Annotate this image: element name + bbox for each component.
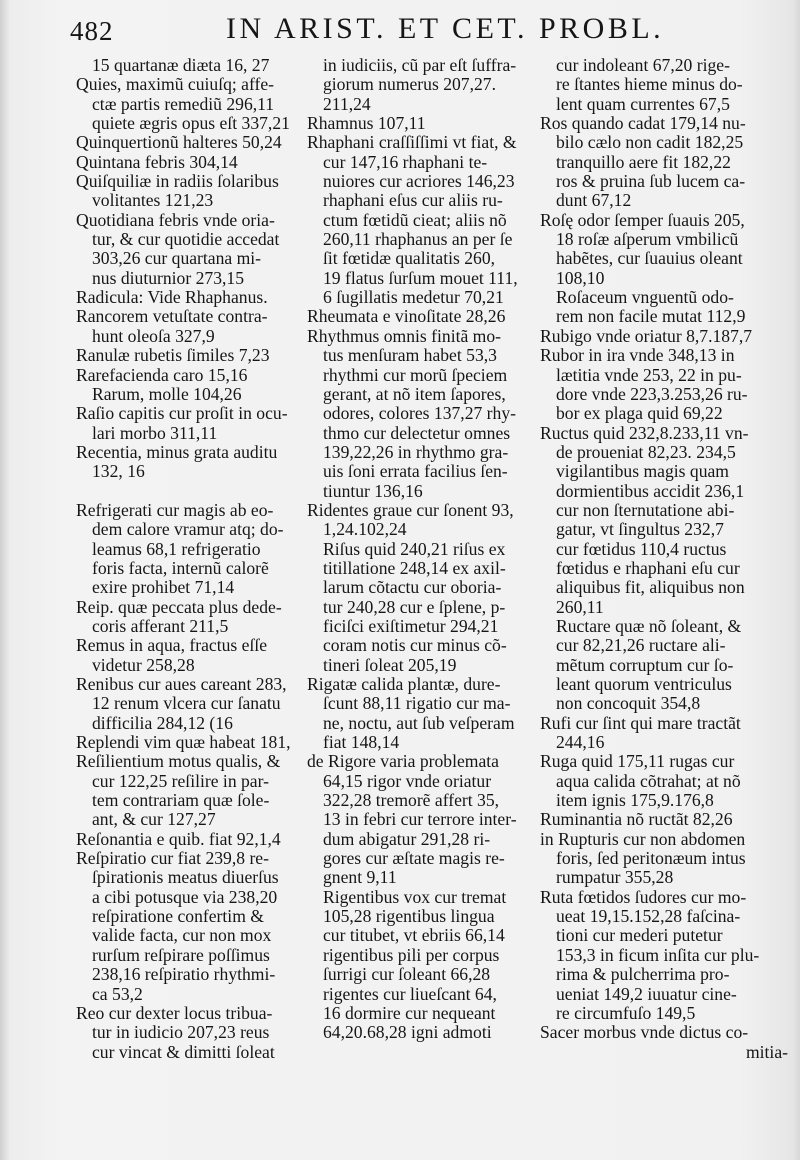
index-line: ueniat 149,2 iuuatur cine- (556, 983, 737, 1004)
index-line: cur non ſternutatione abi- (556, 499, 735, 520)
index-line: 322,28 tremorẽ affert 35, (323, 790, 500, 811)
index-line: thmo cur delectetur omnes (323, 422, 511, 443)
index-line: larum cõtactu cur oboria- (323, 577, 502, 598)
index-line: reſpiratione confertim & (92, 906, 264, 927)
index-line: Riſus quid 240,21 riſus ex (323, 538, 506, 559)
index-line: uis ſoni errata facilius ſen- (323, 461, 508, 482)
index-line: vigilantibus magis quam (556, 461, 729, 482)
index-line: Rarefacienda caro 15,16 (76, 364, 248, 385)
index-line: Refrigerati cur magis ab eo- (76, 499, 274, 520)
index-line: Rigentibus vox cur tremat (323, 886, 507, 907)
index-line: Ruta fœtidos ſudores cur mo- (540, 886, 747, 907)
index-line: tem contrariam quæ ſole- (92, 790, 270, 811)
index-line: Reo cur dexter locus tribua- (76, 1002, 273, 1023)
index-line: Raſio capitis cur proſit in ocu- (76, 403, 288, 424)
index-line: 108,10 (556, 267, 605, 288)
index-column-1 (76, 56, 294, 1062)
index-line: Reip. quæ peccata plus dede- (76, 596, 282, 617)
index-line: re ſtantes hieme minus do- (556, 74, 743, 95)
index-line: Rufi cur ſint qui mare tractãt (540, 712, 741, 733)
index-line: in iudiciis, cũ par eſt ſuffra- (323, 55, 517, 75)
index-line: 105,28 rigentibus lingua (323, 906, 495, 927)
index-line: titillatione 248,14 ex axil- (323, 557, 506, 578)
index-line: gerant, at nõ item ſapores, (323, 383, 506, 404)
index-line: ctum fœtidũ cieat; aliis nõ (323, 209, 507, 230)
index-line: tur 240,28 cur e ſplene, p- (323, 596, 506, 617)
index-line: coram notis cur minus cõ- (323, 635, 507, 656)
index-line: Rubor in ira vnde 348,13 in (540, 345, 735, 366)
index-line: 260,11 (556, 596, 604, 617)
index-line: gnent 9,11 (323, 867, 397, 888)
index-line: in Rupturis cur non abdomen (540, 828, 746, 849)
index-line: nus diuturnior 273,15 (92, 267, 244, 288)
index-line: ant, & cur 127,27 (92, 809, 216, 830)
index-line: 12 renum vlcera cur ſanatu (92, 693, 281, 714)
index-line: rurſum reſpirare poſſimus (92, 944, 270, 965)
index-line: Rhythmus omnis finitã mo- (307, 325, 502, 346)
index-line: non concoquit 354,8 (556, 693, 701, 714)
index-line: ſpirationis meatus diuerſus (92, 867, 279, 888)
index-line (76, 482, 294, 501)
index-line: 18 roſæ aſperum vmbilicũ (556, 229, 739, 250)
index-line: rigentes cur liueſcant 64, (323, 983, 497, 1004)
index-line: Ridentes graue cur ſonent 93, (307, 499, 514, 520)
index-line: hunt oleoſa 327,9 (92, 325, 215, 346)
index-line: mitia- (745, 1041, 788, 1062)
index-line: ne, noctu, aut ſub veſperam (323, 712, 515, 733)
index-line: ros & pruina ſub lucem ca- (556, 171, 746, 192)
page-header (62, 12, 760, 52)
index-line: cur 147,16 rhaphani te- (323, 151, 488, 172)
index-line: 238,16 reſpiratio rhythmi- (92, 964, 276, 985)
index-line: tineri ſoleat 205,19 (323, 654, 457, 675)
index-line: 13 in febri cur terrore inter- (323, 809, 517, 830)
index-line: Ruminantia nõ ructãt 82,26 (540, 809, 733, 830)
index-line: volitantes 121,23 (92, 190, 214, 211)
index-line: nuiores cur acriores 146,23 (323, 171, 515, 192)
index-line: gatur, vt ſingultus 232,7 (556, 519, 724, 540)
index-line: lari morbo 311,11 (92, 422, 218, 443)
index-line: exire prohibet 71,14 (92, 577, 235, 598)
index-line: 153,3 in ficum inſita cur plu- (556, 944, 760, 965)
index-line: item ignis 175,9.176,8 (556, 790, 714, 811)
index-line: dum abigatur 291,28 ri- (323, 828, 491, 849)
index-line: Rubigo vnde oriatur 8,7.187,7 (540, 325, 753, 346)
index-line: Rhaphani craſſiſſimi vt fiat, & (307, 132, 517, 153)
index-line: Replendi vim quæ habeat 181, (76, 732, 291, 753)
index-line: rima & pulcherrima pro- (556, 964, 730, 985)
index-line: 260,11 rhaphanus an per ſe (323, 229, 513, 250)
index-line: Quiſquiliæ in radiis ſolaribus (76, 171, 279, 192)
index-line: ctæ partis remediũ 296,11 (92, 93, 275, 114)
index-line: Ruga quid 175,11 rugas cur (540, 751, 735, 772)
index-line: ſurrigi cur ſoleant 66,28 (323, 964, 491, 985)
index-line: leamus 68,1 refrigeratio (92, 538, 261, 559)
index-line: cur titubet, vt ebriis 66,14 (323, 925, 505, 946)
index-line: 6 ſugillatis medetur 70,21 (323, 287, 504, 308)
index-line: Ructare quæ nõ ſoleant, & (556, 615, 742, 636)
index-line: Sacer morbus vnde dictus co- (540, 1022, 749, 1043)
index-line: Radicula: Vide Rhaphanus. (76, 287, 268, 308)
index-line: Rhamnus 107,11 (307, 113, 426, 134)
index-column-3 (540, 56, 788, 1062)
index-line: Quintana febris 304,14 (76, 151, 238, 172)
index-line: foris, ſed peritonæum intus (556, 848, 746, 869)
index-line: videtur 258,28 (92, 654, 195, 675)
index-line: valide facta, cur non mox (92, 925, 272, 946)
index-line: dormientibus accidit 236,1 (556, 480, 745, 501)
index-line: Reſilientium motus qualis, & (76, 751, 281, 772)
index-line: Reſonantia e quib. fiat 92,1,4 (76, 828, 281, 849)
index-line: ueat 19,15.152,28 faſcina- (556, 906, 741, 927)
index-line: Quinquertionũ halteres 50,24 (76, 132, 282, 153)
index-line: coris afferant 211,5 (92, 615, 229, 636)
index-line: Reſpiratio cur fiat 239,8 re- (76, 848, 269, 869)
index-line: 211,24 (323, 93, 371, 114)
index-line: Ros quando cadat 179,14 nu- (540, 113, 746, 134)
index-line: rumpatur 355,28 (556, 867, 674, 888)
index-line: ca 53,2 (92, 983, 143, 1004)
page-number: 482 (70, 16, 114, 46)
index-line: cur indoleant 67,20 rige- (556, 55, 730, 75)
index-line: mẽtum corruptum cur ſo- (556, 654, 734, 675)
index-line: rigentibus pili per corpus (323, 944, 500, 965)
index-line: Remus in aqua, fractus eſſe (76, 635, 268, 656)
index-line: cur 122,25 reſilire in par- (92, 770, 269, 791)
index-line: cur vincat & dimitti ſoleat (92, 1041, 275, 1062)
index-line: 1,24.102,24 (323, 519, 407, 540)
index-line: tranquillo aere fit 182,22 (556, 151, 731, 172)
index-line: 244,16 (556, 732, 605, 753)
index-line: rhythmi cur morũ ſpeciem (323, 364, 508, 385)
index-line: Ructus quid 232,8.233,11 vn- (540, 422, 749, 443)
index-line: habẽtes, cur ſuauius oleant (556, 248, 743, 269)
index-line: Rheumata e vinoſitate 28,26 (307, 306, 506, 327)
index-line: 15 quartanæ diæta 16, 27 (92, 55, 270, 75)
index-line: 19 flatus ſurſum mouet 111, (323, 267, 518, 288)
index-line: 132, 16 (92, 461, 145, 482)
index-line: ſcunt 88,11 rigatio cur ma- (323, 693, 511, 714)
index-line: dore vnde 223,3.253,26 ru- (556, 383, 748, 404)
index-line: fœtidus e rhaphani eſu cur (556, 557, 740, 578)
index-line: gores cur æſtate magis re- (323, 848, 505, 869)
index-line: Rigatæ calida plantæ, dure- (307, 674, 501, 694)
index-line: cur 82,21,26 ructare ali- (556, 635, 726, 656)
index-line: foris facta, internũ calorẽ (92, 557, 269, 578)
index-column-2 (307, 56, 527, 1043)
index-line: Roſaceum vnguentũ odo- (556, 287, 734, 308)
index-line: bor ex plaga quid 69,22 (556, 403, 723, 424)
index-line: 303,26 cur quartana mi- (92, 248, 262, 269)
index-line: Recentia, minus grata auditu (76, 441, 278, 462)
index-line: bilo cælo non cadit 182,25 (556, 132, 744, 153)
index-line: tur, & cur quotidie accedat (92, 229, 280, 250)
index-line: re circumfuſo 149,5 (556, 1002, 696, 1023)
index-line: tioni cur mederi putetur (556, 925, 723, 946)
index-line: Rarum, molle 104,26 (92, 383, 242, 404)
index-line: Rancorem vetuſtate contra- (76, 306, 268, 327)
index-line: tur in iudicio 207,23 reus (92, 1022, 270, 1043)
index-line: Quotidiana febris vnde oria- (76, 209, 275, 230)
running-title: IN ARIST. ET CET. PROBL. (226, 12, 665, 45)
index-line: de proueniat 82,23. 234,5 (556, 441, 736, 462)
index-line: 16 dormire cur nequeant (323, 1002, 496, 1023)
index-line: 64,20.68,28 igni admoti (323, 1022, 492, 1043)
index-line: de Rigore varia problemata (307, 751, 499, 772)
index-line: tus menſuram habet 53,3 (323, 345, 497, 366)
index-line: giorum numerus 207,27. (323, 74, 496, 95)
index-line: dunt 67,12 (556, 190, 632, 211)
index-line: cur fœtidus 110,4 ructus (556, 538, 727, 559)
index-line: ficiſci exiſtimetur 294,21 (323, 615, 499, 636)
index-line: odores, colores 137,27 rhy- (323, 403, 516, 424)
index-line: rhaphani eſus cur aliis ru- (323, 190, 503, 211)
index-line: dem calore vramur atq; do- (92, 519, 284, 540)
index-line: leant quorum ventriculus (556, 674, 732, 694)
index-line: rem non facile mutat 112,9 (556, 306, 746, 327)
index-line: Roſę odor ſemper ſuauis 205, (540, 209, 745, 230)
index-line: difficilia 284,12 (16 (92, 712, 233, 733)
index-line: lent quam currentes 67,5 (556, 93, 730, 114)
index-line: ſit fœtidæ qualitatis 260, (323, 248, 496, 269)
index-line: fiat 148,14 (323, 732, 400, 753)
index-line: aliquibus fit, aliquibus non (556, 577, 745, 598)
index-line: Renibus cur aues careant 283, (76, 674, 287, 694)
index-line: aqua calida cõtrahat; at nõ (556, 770, 741, 791)
index-line: lætitia vnde 253, 22 in pu- (556, 364, 742, 385)
index-line: tiuntur 136,16 (323, 480, 423, 501)
index-line: Ranulæ rubetis ſimiles 7,23 (76, 345, 270, 366)
index-line: a cibi potusque via 238,20 (92, 886, 278, 907)
index-line: quiete ægris opus eſt 337,21 (92, 113, 290, 134)
index-line: Quies, maximũ cuiuſq; affe- (76, 74, 275, 95)
index-line: 64,15 rigor vnde oriatur (323, 770, 492, 791)
index-line: 139,22,26 in rhythmo gra- (323, 441, 509, 462)
